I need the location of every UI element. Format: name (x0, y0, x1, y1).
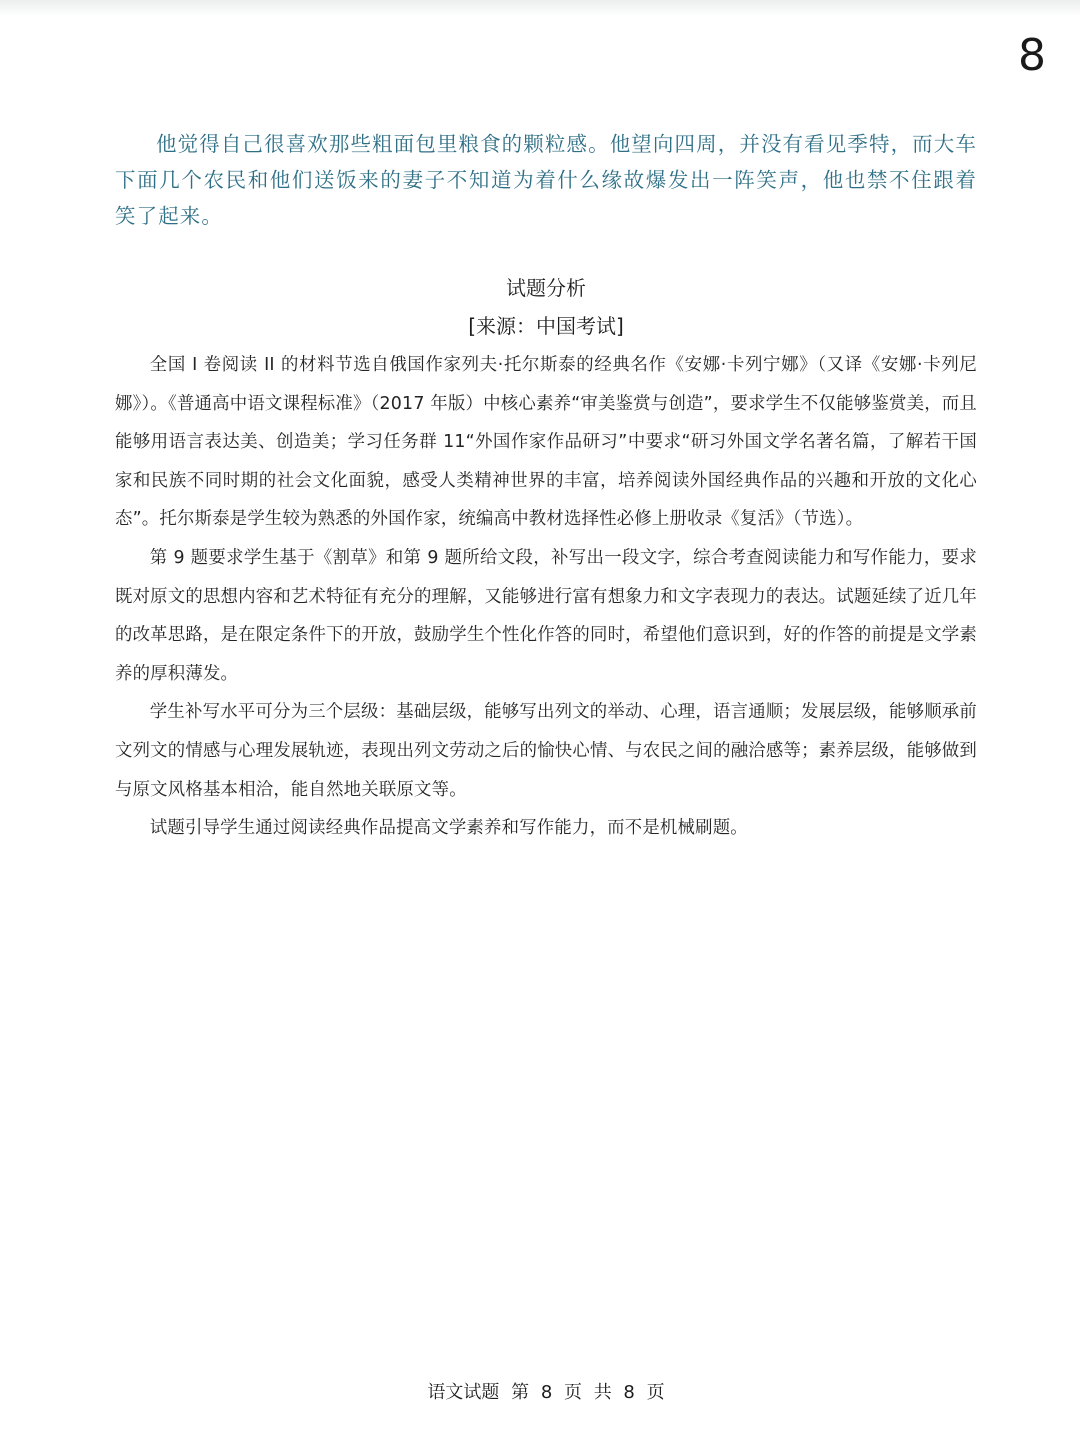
source-note: [来源：中国考试] (468, 314, 624, 338)
analysis-paragraph-2: 第 9 题要求学生基于《割草》和第 9 题所给文段，补写出一段文字，综合考查阅读能力和写作能力，要求既对原文的思想内容和艺术特征有充分的理解，又能够进行富有想象力和文字表现力的表达。试题延续了近几年的改革思路，是在限定条件下的开放，鼓励学生个性化作答的同时，希望他们意识到，好的作答的前提是文学素养的厚积薄发。 (115, 547, 977, 684)
analysis-paragraph-3: 学生补写水平可分为三个层级：基础层级，能够写出列文的举动、心理，语言通顺；发展层级，能够顺承前文列文的情感与心理发展轨迹，表现出列文劳动之后的愉快心情、与农民之间的融洽感等；素养层级，能够做到与原文风格基本相洽，能自然地关联原文等。 (115, 702, 977, 800)
page-number-badge: 8 (1018, 30, 1046, 81)
page-footer: 语文试题 第 8 页 共 8 页 (427, 1382, 665, 1403)
analysis-body (115, 346, 977, 848)
story-passage: 他觉得自己很喜欢那些粗面包里粮食的颗粒感。他望向四周，并没有看见季特，而大车下面几个农民和他们送饭来的妻子不知道为着什么缘故爆发出一阵笑声，他也禁不住跟着笑了起来。 (115, 132, 977, 228)
analysis-paragraph-1: 全国 I 卷阅读 II 的材料节选自俄国作家列夫·托尔斯泰的经典名作《安娜·卡列宁娜》（又译《安娜·卡列尼娜》）。《普通高中语文课程标准》（2017 年版）中核心素养“审美鉴赏与创造”，要求学生不仅能够鉴赏美，而且能够用语言表达美、创造美；学习任务群 11“外国作家作品研习”中要求“研习外国文学名著名篇，了解若干国家和民族不同时期的社会文化面貌，感受人类精神世界的丰富，培养阅读外国经典作品的兴趣和开放的文化心态”。托尔斯泰是学生较为熟悉的外国作家，统编高中教材选择性必修上册收录《复活》（节选）。 (115, 355, 977, 530)
analysis-heading: 试题分析 (506, 276, 586, 300)
top-edge-shadow (0, 0, 1080, 16)
analysis-paragraph-4: 试题引导学生通过阅读经典作品提高文学素养和写作能力，而不是机械刷题。 (149, 818, 748, 839)
